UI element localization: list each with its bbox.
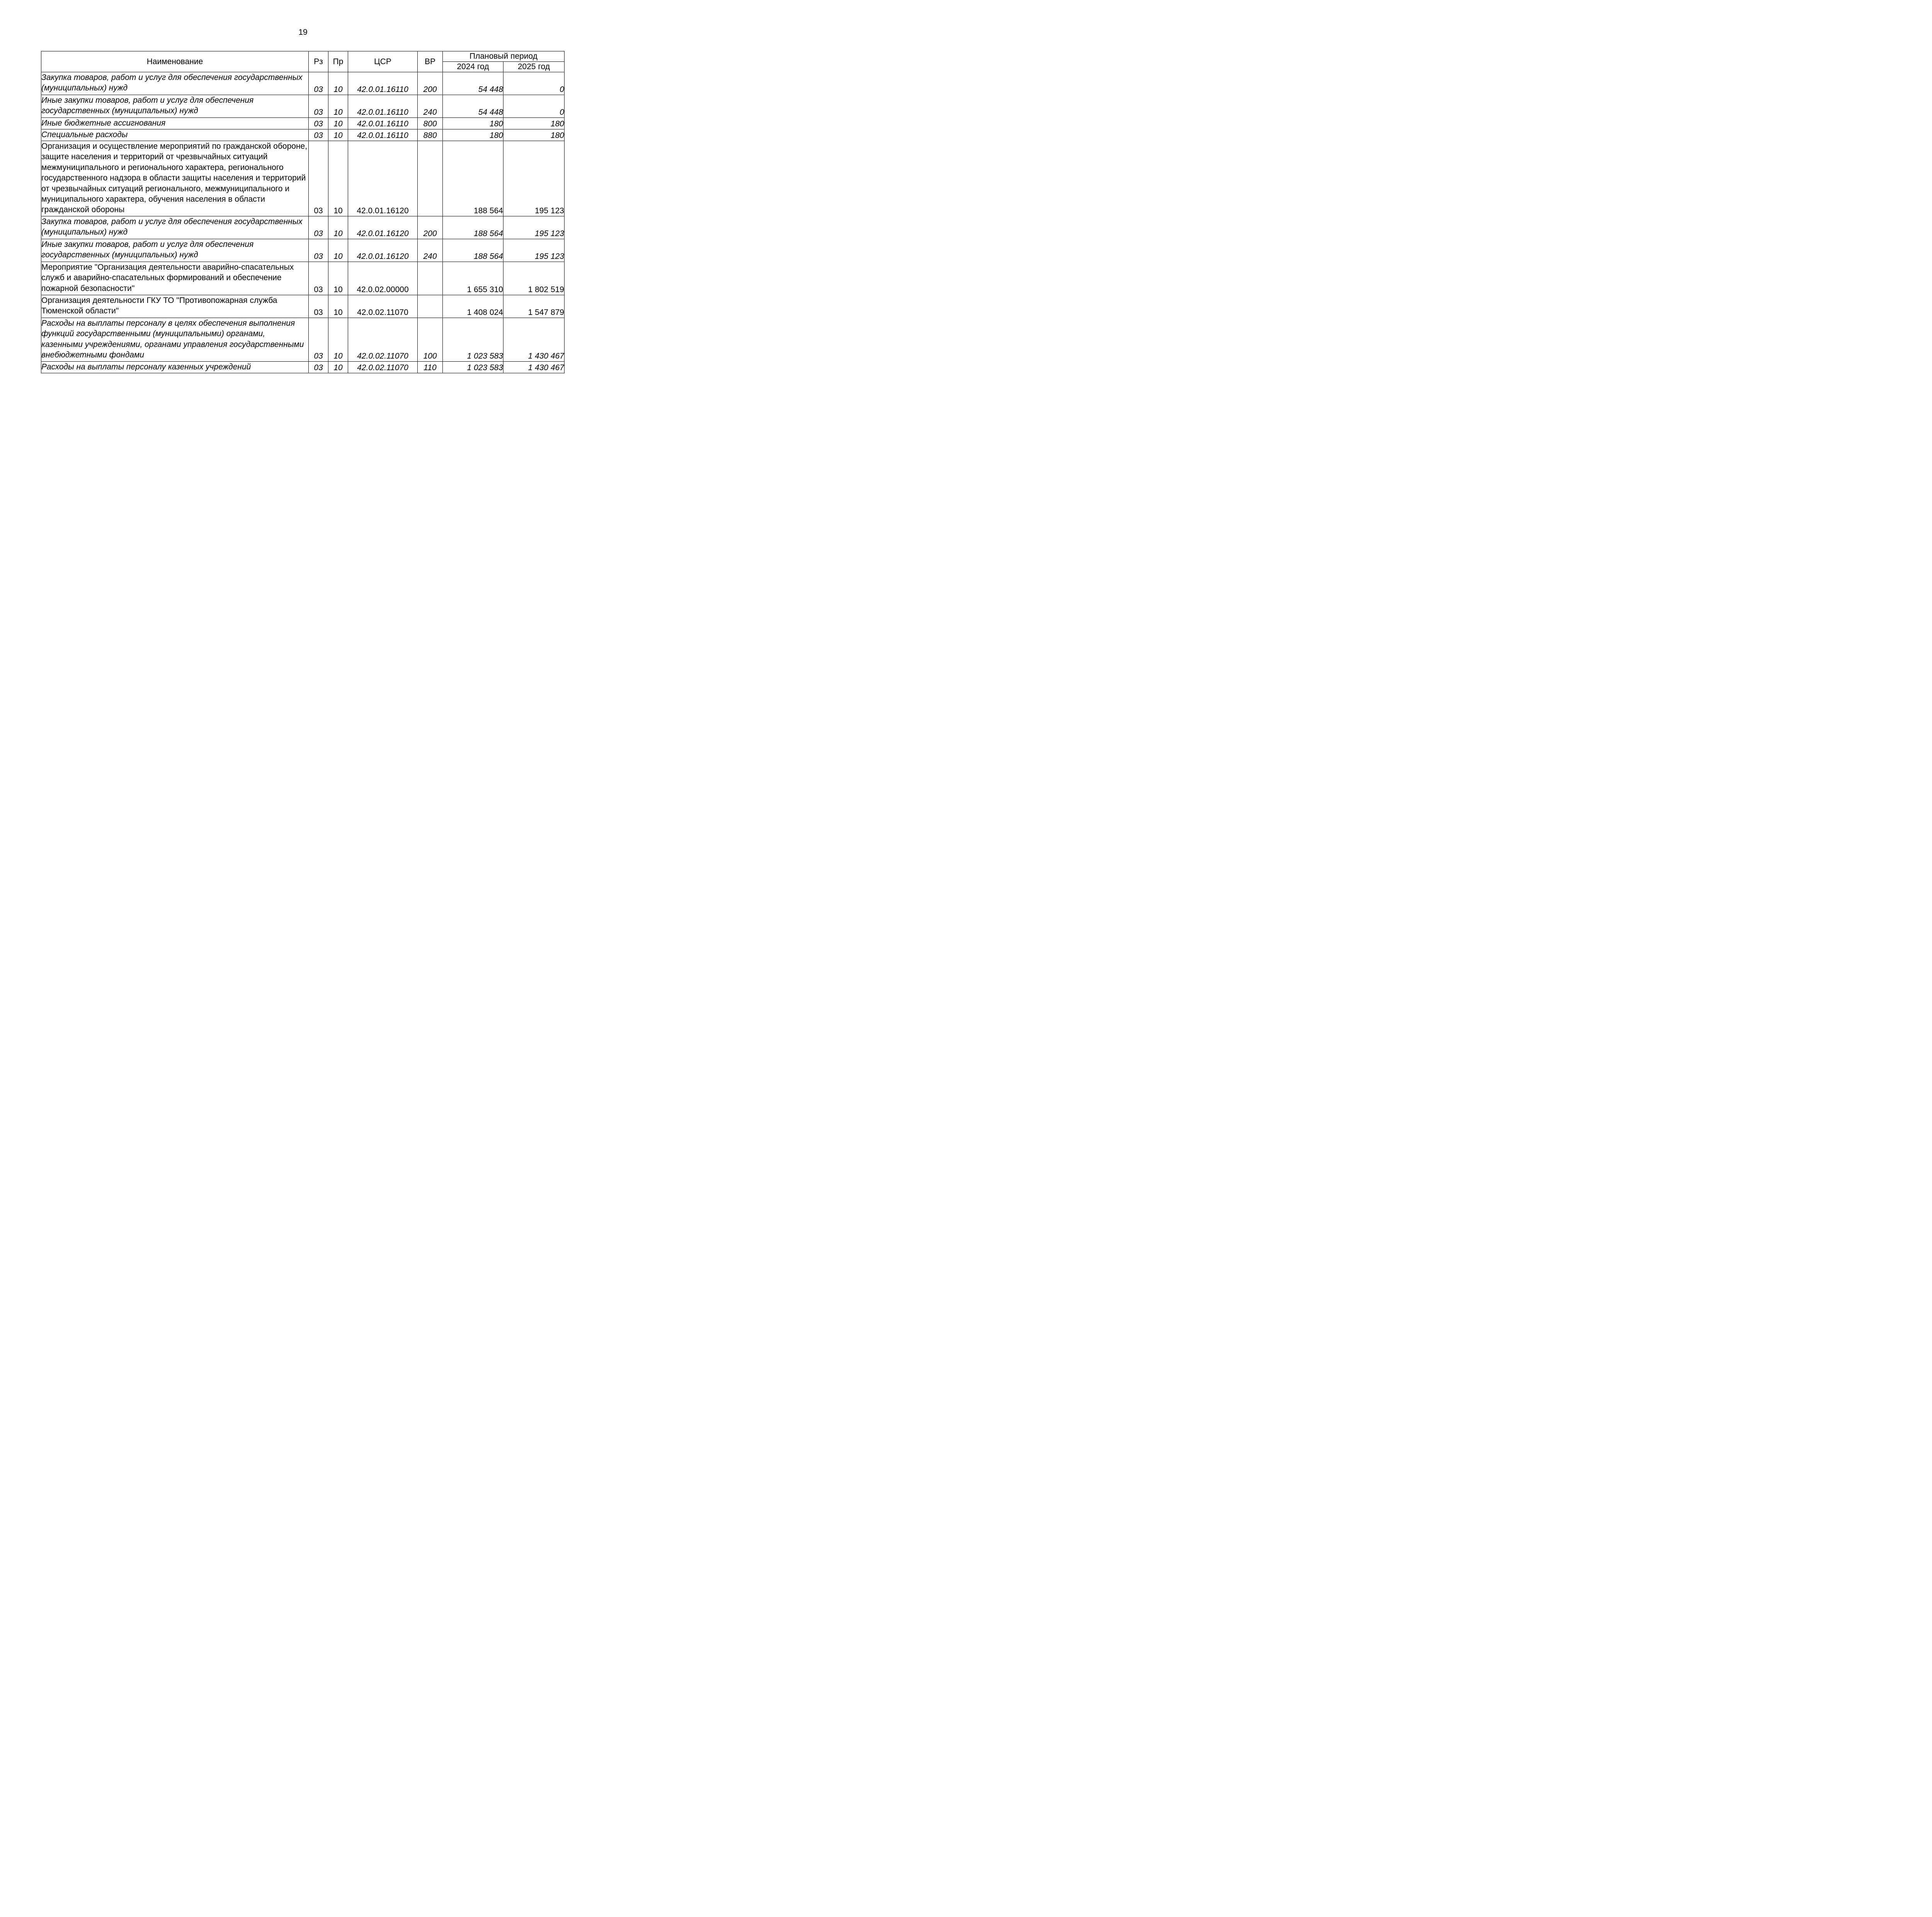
row-amount-2025: 195 123 — [503, 216, 565, 239]
row-amount-2024: 180 — [443, 129, 503, 141]
row-pr: 10 — [328, 141, 348, 216]
row-name: Расходы на выплаты персоналу казенных учреждений — [41, 362, 309, 373]
row-name: Расходы на выплаты персоналу в целях обеспечения выполнения функций государственными (муниципальными) органами, казенными учреждениями, органами управления государственными внебюджетными фондами — [41, 318, 309, 362]
row-rz: 03 — [309, 216, 328, 239]
row-rz: 03 — [309, 262, 328, 295]
table-row — [41, 72, 565, 95]
row-vr — [418, 295, 443, 318]
row-name: Закупка товаров, работ и услуг для обеспечения государственных (муниципальных) нужд — [41, 216, 309, 239]
row-csr: 42.0.01.16120 — [348, 239, 418, 262]
row-pr: 10 — [328, 118, 348, 129]
row-vr: 200 — [418, 216, 443, 239]
table-row — [41, 239, 565, 262]
header-pr: Пр — [328, 51, 348, 72]
row-vr — [418, 262, 443, 295]
row-rz: 03 — [309, 95, 328, 118]
row-rz: 03 — [309, 141, 328, 216]
row-amount-2024: 54 448 — [443, 95, 503, 118]
row-vr: 200 — [418, 72, 443, 95]
row-rz: 03 — [309, 129, 328, 141]
row-name: Закупка товаров, работ и услуг для обеспечения государственных (муниципальных) нужд — [41, 72, 309, 95]
row-name: Организация деятельности ГКУ ТО "Противопожарная служба Тюменской области" — [41, 295, 309, 318]
row-amount-2024: 1 023 583 — [443, 318, 503, 362]
row-rz: 03 — [309, 362, 328, 373]
row-vr: 240 — [418, 95, 443, 118]
budget-table — [41, 51, 565, 373]
table-row — [41, 141, 565, 216]
row-amount-2025: 180 — [503, 118, 565, 129]
row-name: Иные закупки товаров, работ и услуг для обеспечения государственных (муниципальных) нужд — [41, 95, 309, 118]
header-vr: ВР — [418, 51, 443, 72]
row-amount-2025: 1 547 879 — [503, 295, 565, 318]
row-rz: 03 — [309, 318, 328, 362]
table-row — [41, 216, 565, 239]
row-vr: 880 — [418, 129, 443, 141]
row-pr: 10 — [328, 129, 348, 141]
table-body — [41, 72, 565, 373]
table-row — [41, 129, 565, 141]
row-rz: 03 — [309, 239, 328, 262]
row-pr: 10 — [328, 216, 348, 239]
row-amount-2024: 1 408 024 — [443, 295, 503, 318]
row-amount-2025: 1 802 519 — [503, 262, 565, 295]
page-number: 19 — [298, 28, 308, 37]
header-rz: Рз — [309, 51, 328, 72]
row-name: Иные закупки товаров, работ и услуг для обеспечения государственных (муниципальных) нужд — [41, 239, 309, 262]
table-row — [41, 318, 565, 362]
table-row — [41, 95, 565, 118]
row-amount-2025: 1 430 467 — [503, 318, 565, 362]
table-row — [41, 118, 565, 129]
row-amount-2025: 0 — [503, 72, 565, 95]
table-row — [41, 262, 565, 295]
row-csr: 42.0.02.11070 — [348, 318, 418, 362]
row-csr: 42.0.01.16110 — [348, 129, 418, 141]
row-vr: 800 — [418, 118, 443, 129]
row-vr: 100 — [418, 318, 443, 362]
row-amount-2025: 1 430 467 — [503, 362, 565, 373]
row-csr: 42.0.01.16120 — [348, 141, 418, 216]
row-pr: 10 — [328, 295, 348, 318]
row-csr: 42.0.02.11070 — [348, 362, 418, 373]
row-amount-2024: 1 655 310 — [443, 262, 503, 295]
row-pr: 10 — [328, 95, 348, 118]
row-csr: 42.0.02.00000 — [348, 262, 418, 295]
row-amount-2024: 188 564 — [443, 239, 503, 262]
header-year-2024: 2024 год — [443, 62, 503, 72]
row-rz: 03 — [309, 118, 328, 129]
row-amount-2024: 188 564 — [443, 216, 503, 239]
row-pr: 10 — [328, 239, 348, 262]
table-row — [41, 295, 565, 318]
row-rz: 03 — [309, 295, 328, 318]
row-amount-2025: 195 123 — [503, 239, 565, 262]
row-name: Специальные расходы — [41, 129, 309, 141]
row-name: Иные бюджетные ассигнования — [41, 118, 309, 129]
row-amount-2024: 180 — [443, 118, 503, 129]
row-amount-2025: 180 — [503, 129, 565, 141]
row-rz: 03 — [309, 72, 328, 95]
row-csr: 42.0.01.16120 — [348, 216, 418, 239]
row-pr: 10 — [328, 362, 348, 373]
row-csr: 42.0.01.16110 — [348, 72, 418, 95]
header-csr: ЦСР — [348, 51, 418, 72]
row-pr: 10 — [328, 318, 348, 362]
row-amount-2024: 1 023 583 — [443, 362, 503, 373]
header-name: Наименование — [41, 51, 309, 72]
row-vr: 240 — [418, 239, 443, 262]
row-pr: 10 — [328, 72, 348, 95]
table-row — [41, 362, 565, 373]
row-amount-2024: 54 448 — [443, 72, 503, 95]
row-amount-2025: 195 123 — [503, 141, 565, 216]
header-planned-period: Плановый период — [443, 51, 565, 62]
row-csr: 42.0.01.16110 — [348, 118, 418, 129]
row-vr — [418, 141, 443, 216]
row-name: Организация и осуществление мероприятий по гражданской обороне, защите населения и территорий от чрезвычайных ситуаций межмуниципального и регионального характера, регионального государственного надзора в области защиты населения и территорий от чрезвычайных ситуаций регионального, межмуниципального и муниципального характера, обучения населения в области гражданской обороны — [41, 141, 309, 216]
row-amount-2024: 188 564 — [443, 141, 503, 216]
header-year-2025: 2025 год — [503, 62, 565, 72]
row-amount-2025: 0 — [503, 95, 565, 118]
row-csr: 42.0.02.11070 — [348, 295, 418, 318]
row-name: Мероприятие "Организация деятельности аварийно-спасательных служб и аварийно-спасательных формирований и обеспечение пожарной безопасности" — [41, 262, 309, 295]
row-csr: 42.0.01.16110 — [348, 95, 418, 118]
row-pr: 10 — [328, 262, 348, 295]
row-vr: 110 — [418, 362, 443, 373]
